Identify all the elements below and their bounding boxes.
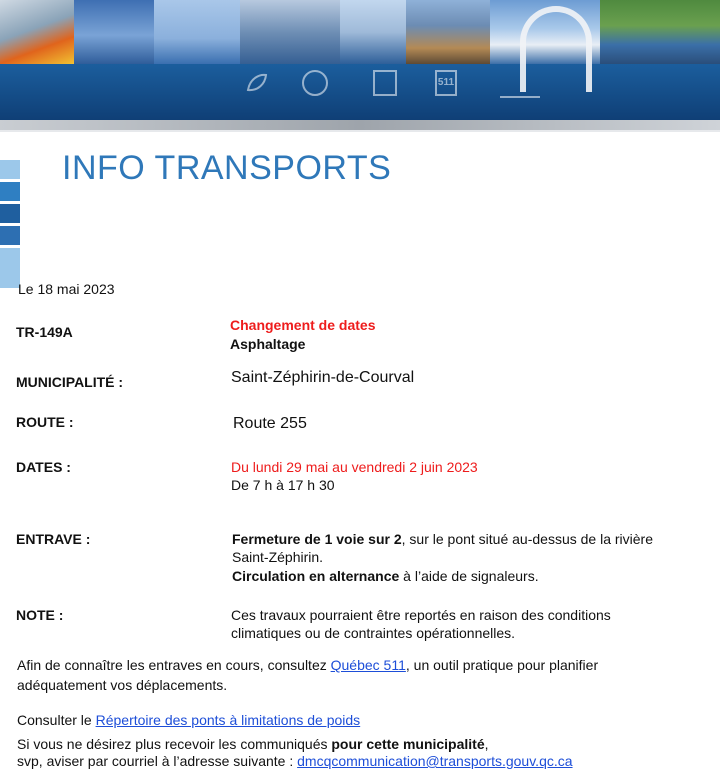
square-decoration [0,226,20,245]
banner-photo-city [240,0,340,64]
dates-hours: De 7 h à 17 h 30 [231,477,335,493]
info-prefix: Afin de connaître les entraves en cours, consultez [17,657,331,673]
work-type: Asphaltage [230,336,306,352]
square-decoration [0,248,20,288]
obstruction-label: ENTRAVE : [16,531,91,547]
unsubscribe-line [17,736,489,753]
contact-email-link[interactable]: dmcqcommunication@transports.gouv.qc.ca [297,753,573,769]
banner-photo-workers [0,0,74,64]
square-decoration [0,182,20,201]
obstruction-signalers: à l’aide de signaleurs. [399,568,539,584]
obstruction-line-1 [232,531,653,548]
banner-photo-highway [154,0,240,64]
obstruction-alternating: Circulation en alternance [232,568,400,584]
obstruction-line-3 [232,568,539,585]
banner-divider [0,120,720,130]
banner-photo-cyclists [600,0,720,64]
route-label: ROUTE : [16,414,74,430]
unsubscribe-suffix: , [484,736,489,752]
dates-range: Du lundi 29 mai au vendredi 2 juin 2023 [231,459,478,475]
square-decoration [0,160,20,179]
consult-prefix: Consulter le [17,712,96,728]
note-label: NOTE : [16,607,64,623]
dates-label: DATES : [16,459,71,475]
leaf-icon [244,70,270,96]
municipality-value: Saint-Zéphirin-de-Courval [231,369,415,386]
unsubscribe-prefix: Si vous ne désirez plus recevoir les communiqués [17,736,332,752]
release-date: Le 18 mai 2023 [18,281,115,297]
unsubscribe-scope: pour cette municipalité [331,736,485,752]
bridges-line [17,712,360,729]
info-paragraph [17,657,717,674]
banner-divider-light [0,130,720,132]
email-line [17,753,573,770]
square-emblem-icon [373,70,397,96]
banner-photo-tower [340,0,406,64]
decorative-squares [0,160,20,291]
road-line-icon [500,70,540,98]
obstruction-closure: Fermeture de 1 voie sur 2 [232,531,402,547]
info-suffix: , un outil pratique pour planifier [405,657,599,673]
note-line-2: climatiques ou de contraintes opérationnelles. [231,625,516,641]
obstruction-location: , sur le pont situé au-dessus de la rivière [401,531,653,547]
square-decoration [0,204,20,223]
header-banner [0,0,720,120]
quebec511-link[interactable]: Québec 511 [330,657,406,673]
date-change-notice: Changement de dates [230,317,376,333]
banner-photo-port [406,0,490,64]
info-line-2: adéquatement vos déplacements. [17,677,228,693]
obstruction-line-2: Saint-Zéphirin. [232,549,324,565]
circle-emblem-icon [302,70,328,96]
municipality-label: MUNICIPALITÉ : [16,374,124,390]
route-value: Route 255 [233,415,307,432]
reference-number: TR-149A [16,324,73,340]
bridges-directory-link[interactable]: Répertoire des ponts à limitations de poids [95,712,361,728]
badge-511-icon: 511 [435,70,457,96]
page-title: INFO TRANSPORTS [62,149,392,187]
banner-photo-road [74,0,154,64]
note-line-1: Ces travaux pourraient être reportés en raison des conditions [231,607,611,623]
email-prefix: svp, aviser par courriel à l’adresse suivante : [17,753,298,769]
